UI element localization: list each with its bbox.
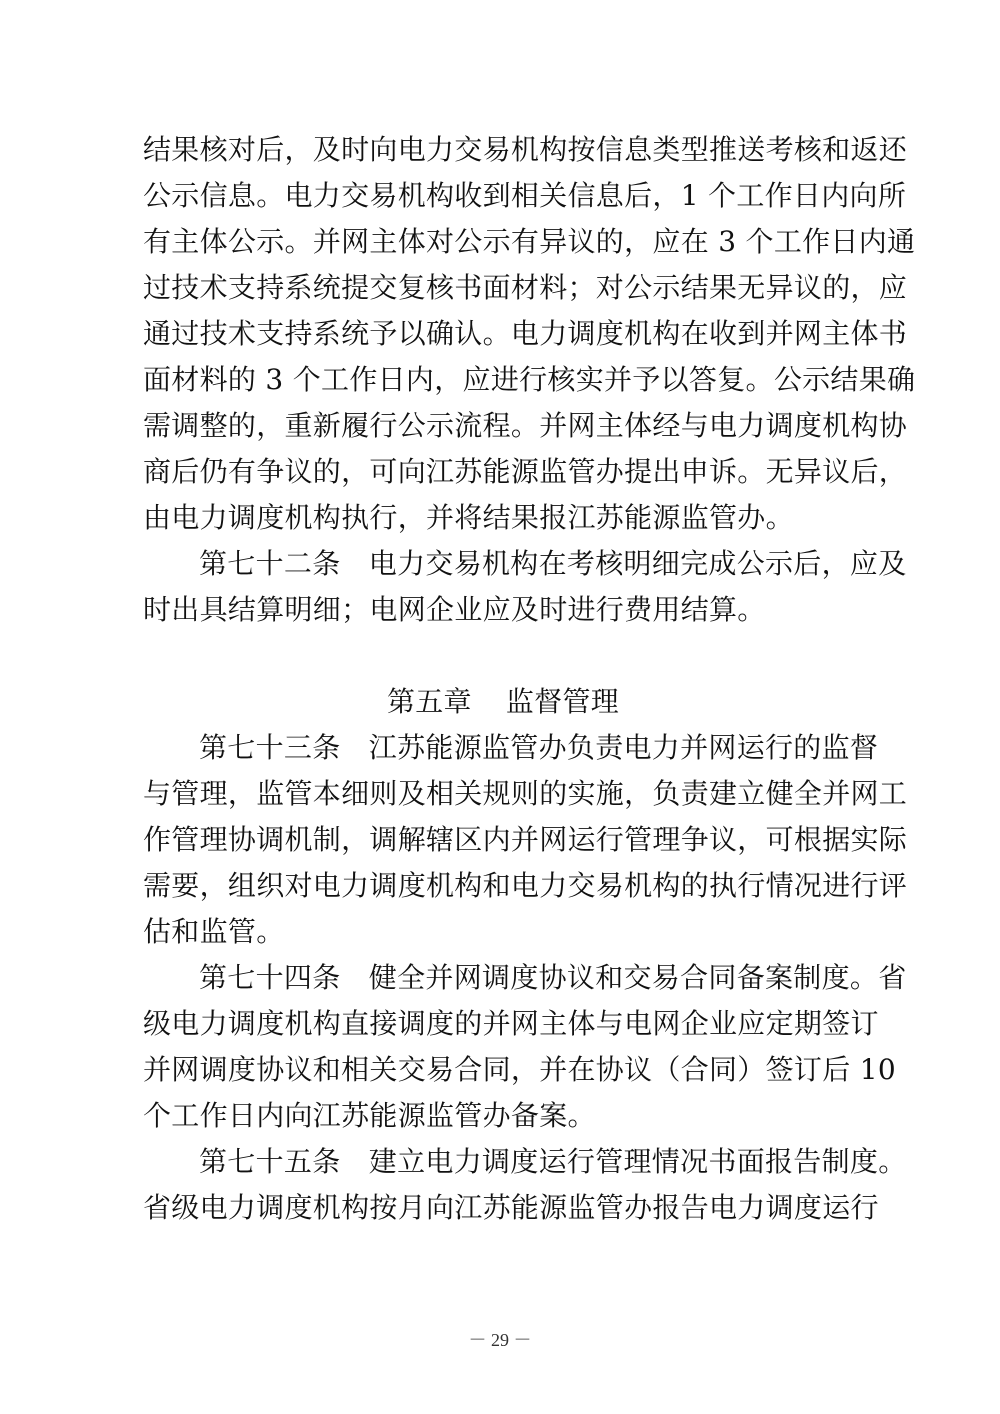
chapter-title: 监督管理 xyxy=(505,685,620,718)
text-line: 需要，组织对电力调度机构和电力交易机构的执行情况进行评 xyxy=(143,869,908,902)
text-line: 第七十四条 健全并网调度协议和交易合同备案制度。省 xyxy=(199,961,907,994)
text-line: 估和监管。 xyxy=(143,915,285,948)
text-line: 公示信息。电力交易机构收到相关信息后，1 个工作日内向所 xyxy=(143,179,907,212)
text-line: 与管理，监管本细则及相关规则的实施，负责建立健全并网工 xyxy=(143,777,908,810)
article-73 xyxy=(143,725,908,955)
text-line: 通过技术支持系统予以确认。电力调度机构在收到并网主体书 xyxy=(143,317,908,350)
text-line: 并网调度协议和相关交易合同，并在协议（合同）签订后 10 xyxy=(143,1053,896,1086)
chapter-number: 第五章 xyxy=(386,685,472,718)
text-line: 第七十三条 江苏能源监管办负责电力并网运行的监督 xyxy=(199,731,879,764)
text-line: 面材料的 3 个工作日内，应进行核实并予以答复。公示结果确 xyxy=(143,363,916,396)
paragraph-continuation xyxy=(143,127,916,541)
document-body xyxy=(143,127,916,1231)
text-line: 结果核对后，及时向电力交易机构按信息类型推送考核和返还 xyxy=(143,133,908,166)
chapter-heading xyxy=(143,679,863,725)
text-line: 省级电力调度机构按月向江苏能源监管办报告电力调度运行 xyxy=(143,1191,879,1224)
text-line: 第七十二条 电力交易机构在考核明细完成公示后，应及 xyxy=(199,547,907,580)
text-line: 作管理协调机制，调解辖区内并网运行管理争议，可根据实际 xyxy=(143,823,908,856)
article-72 xyxy=(143,541,907,633)
text-line: 时出具结算明细；电网企业应及时进行费用结算。 xyxy=(143,593,766,626)
text-line: 需调整的，重新履行公示流程。并网主体经与电力调度机构协 xyxy=(143,409,908,442)
text-line: 有主体公示。并网主体对公示有异议的，应在 3 个工作日内通 xyxy=(143,225,916,258)
text-line: 级电力调度机构直接调度的并网主体与电网企业应定期签订 xyxy=(143,1007,879,1040)
text-line: 商后仍有争议的，可向江苏能源监管办提出申诉。无异议后， xyxy=(143,455,908,488)
text-line: 由电力调度机构执行，并将结果报江苏能源监管办。 xyxy=(143,501,794,534)
text-line: 个工作日内向江苏能源监管办备案。 xyxy=(143,1099,596,1132)
text-line: 过技术支持系统提交复核书面材料；对公示结果无异议的，应 xyxy=(143,271,908,304)
article-74 xyxy=(143,955,907,1139)
page-number: － 29 － xyxy=(468,1330,532,1350)
article-75 xyxy=(143,1139,907,1231)
text-line: 第七十五条 建立电力调度运行管理情况书面报告制度。 xyxy=(199,1145,907,1178)
